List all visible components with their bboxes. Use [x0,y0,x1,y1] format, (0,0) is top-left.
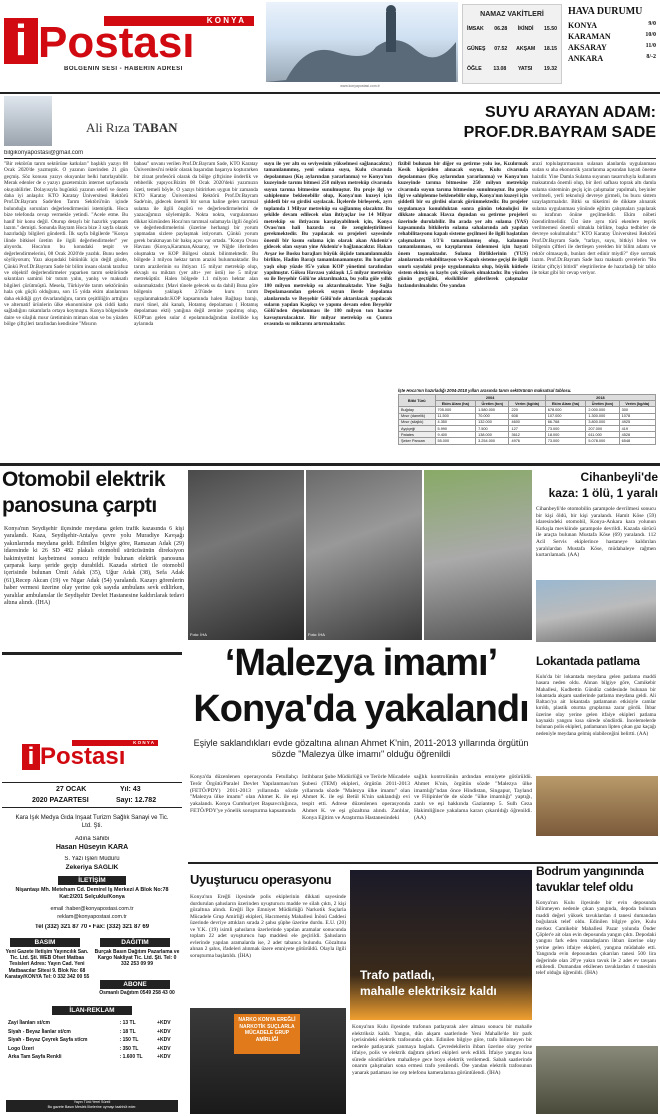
news2-title-2: kaza: 1 ölü, 1 yaralı [548,486,658,500]
kunye-editor: Zekeriya SAĞLIK [65,864,119,871]
table-cell: 9.400 [435,432,476,438]
weather-row [566,54,658,65]
lokanta-title: Lokantada patlama [536,654,640,668]
malezya-photo-2 [306,470,422,640]
table-cell: 300 [619,407,655,413]
table-subhead: Ekim Alanı (ha) [435,401,476,407]
lokanta-photo [536,776,658,836]
ilan-cell-v: : 18 TL [119,1028,136,1035]
prayer-times [462,4,562,84]
weather-row [566,32,658,43]
kunye-basim-header: BASIM [10,938,80,947]
logo-konya-band: K O N Y A [104,16,254,26]
bodrum-title-2: tavuklar telef oldu [536,880,633,894]
prayer-row [463,26,561,46]
ilan-cell-v: : 150 TL [119,1037,139,1044]
prayer-b-time: 18.15 [544,46,557,52]
table-caption: İşte Hoca'nın hazırladığı 2004-2018 yılları arasında tarım sektörünün maksatsal tablosu. [398,388,572,393]
bodrum-title-1: Bodrum yangınında [536,864,644,878]
bodrum-body: Konya'nın Kulu ilçesinde bir evin deposunda bilinmeyen nedenle çıkan yangında, depoda bulunan maddi değeri yüksek tavuklardan 4 tanesi dumandan boğularak telef oldu. Edinilen bilgiye göre, Kulu merkez Camikebir Mahallesi Pazar yolunda Önder Çöpler'e ait olan evin deposunda yangın çıktı. Depodaki yangını fark eden vatandaşların ihbarı üzerine olay yerine gelen itfaiye ekipleri, yangına müdahale etti. Yangında evin deposundan çıkarılan tanesi 500 lira değerinde olan 20'ye yakın tavuk ile 2 adet ev tavşanı etkilendi. Dumandan etkilenen tavuklardan 4 tanesinin telef olduğu öğrenildi. (İHA) [536,900,656,977]
weather-temp: 9/0 [648,21,656,27]
malezya-col-3: sağlık kontrolünün ardından emniyete götürüldü. Ahmet K'nin, örgütün sözde "Malezya ülke imamlığı"ndan önce Hindistan, Singapur, Tayland ve Filipinler'de de sözde "ülke imamlığı" yaptığı, zanlı ve eşi hakkında Gaziantep 5. Sulh Ceza Hakimliğince yakalama kararı çıkarıldığı öğrenildi. (AA) [414,774,532,821]
news2-body: Cihanbeyli'de otomobilin şarampole devrilmesi sonucu bir kişi öldü, bir kişi yaralandı. Hamit Köse (59) idaresindeki otomobil, Konya-Ankara kara yolunun Kırkışla mevkiinde şarampole devrildi. Kazada sürücü ile araçta bulunan Mustafa Köse (69) yaralandı. 112 Acil Servis ekiplerince hastaneye kaldırılan yaralılardan Mustafa Köse, müdahaleye rağmen kurtarılamadı. (AA) [536,506,656,559]
weather [566,4,658,84]
table-cell: Şeker Pancarı [399,438,436,444]
masthead-web[interactable]: www.konyapostasi.com.tr [340,84,380,88]
weather-row [566,43,658,54]
crash-photo-2 [536,580,656,642]
table-cell: 2.000.000 [586,407,619,413]
weather-title: HAVA DURUMU [568,6,643,17]
kunye-abone: Osmanlı Dağıtım 0549 258 43 00 [99,990,175,996]
narko-badge: NARKO KONYA EREĞLİ NARKOTİK SUÇLARLA MÜCADELE GRUP AMİRLİĞİ [234,1014,300,1054]
table-cell: 4528 [619,432,655,438]
prayer-b-time: 19.32 [543,66,557,72]
weather-city: KARAMAN [568,32,611,41]
kunye-footer-2: Bu gazete Basın Meslek İlkelerine uymayı taahhüt eder. [47,1105,137,1109]
kunye-owner-label: Adına Sahibi [74,836,110,842]
kunye-footer [6,1100,178,1112]
ilan-cell-k: Zayi İlanları st/cm [8,1020,50,1026]
malezya-title-1: ‘Malezya imamı’ [224,642,498,684]
news2-title-1: Cihanbeyli'de [580,470,658,484]
section-divider [0,463,660,466]
news1-title-1: Otomobil elektrik [2,468,166,491]
table-cell: 5.078.000 [586,438,619,444]
prayer-b-label: YATSI [517,66,533,72]
ilan-row [6,1054,178,1061]
column-title-1: SUYU ARAYAN ADAM: [485,104,656,121]
kunye-year: Yıl: 43 [120,786,141,793]
kunye-logo[interactable] [22,738,162,774]
table-cell: 4976 [509,438,545,444]
prayer-b-label: AKŞAM [516,46,536,52]
prayer-row [463,46,561,66]
table-cell: 3.254.000 [476,438,509,444]
table-cell: 1078 [619,413,655,419]
table-subhead: Ekim Alanı (ha) [545,401,586,407]
table-cell: 66.768 [545,419,586,425]
column-title-2: PROF.DR.BAYRAM SADE [463,124,656,141]
author-first: Ali Rıza [86,120,130,135]
table-cell: 3612 [509,432,545,438]
table-cell: 73.000 [545,438,586,444]
ilan-cell-t: +KDV [157,1028,171,1035]
table-head-2004: 2004 [435,395,545,401]
author-email[interactable]: bilgikonyapostasi@gmail.com [4,150,84,156]
kunye-tel: Tel (332) 321 87 70 • Fax: (332) 321 87 69 [34,924,150,930]
malezya-title-2: Konya'da yakalandı [193,688,529,730]
section-divider [2,652,182,655]
table-cell: Ayçiçeği [399,425,436,431]
news1-title-2: panosuna çarptı [2,494,157,517]
kunye-dagitim-header: DAĞITIM [100,938,170,947]
kunye-logo-text: Postası [40,744,126,770]
column-header [0,92,660,148]
table-cell: 705.000 [435,407,476,413]
news1-body: Konya'nın Seydişehir ilçesinde meydana gelen trafik kazasında 6 kişi yaralandı. Kaza, Seydişehir-Antalya çevre yolu Muradiye Kavşağı yakınlarında meydana geldi. Edinilen bilgiye göre, Ramazan Adak (29) idaresinde ki 26 SD 482 plakalı otomobil sürücüsünün direksiyon hakimiyetini kaybetmesi sonucu refüjde bulunan elektrik panosuna çarparak karşı şeride geçip durabildi. Kazada sürücü ile otomobil içerisinde bulunan Ümit Adak (35), Uğur Adak (38), Sefa Adak (61),Recep Akcan (19) ve Nigar Adak (54) yaralandı. Kazayı görenlerin haber vermesi üzerine olay yerine çok sayıda ambulans sevk edilirken, yaralılar ambulanslar ile Seydişehir Devlet Hastanesine kaldırılarak tedavi altına alındı. (İHA) [4,526,184,607]
table-cell: 5.990 [435,425,476,431]
table-cell: 11.500 [435,413,476,419]
weather-city: ANKARA [568,54,604,63]
table-cell: 6548 [619,438,655,444]
kunye-footer-1: Yayın Türü:Yerel Süreli [73,1100,111,1104]
column-col-4: fizibil bulunan bir diğer su getirme yolu ise, Kızılırmak Kesik köprüden alınacak suyun, Kulu civarında depolanması (Kış aylarından yararlanma) ve Konya'nın kuzeyinde tarıma bitmesine 250 milyon metreküp civarında suyun tarıma bitmesine sunulmuştur. Bu proje ilgi ve sahiplenme beklenebilir olup, Konya'nın kuzeyi için şiddetli bir su girdisi olarak görünmektedir. Bu projeler uygulamaya konulduktan sonra günün teknolojisi ile dikkate alınacak Havza dışından su getirme projeleri üzerinde durulabilir. Bu arada yer altı sulama (YAS) kapsamında bitkilerin sulama sahalarında adı yapılan rehabilitasyonu kapalı sisteme geçilmesi ile ilgili başlatılan çalışmaların 1/3'ü tamamlanmış olup, kalanının tamamlanması, su kayıplarının önlenmesi için hayati önem taşımaktadır. Sulama Birliklerinin (YUS) alanlarında rehabilitasyon ve Kapalı sisteme geçişi ile ilgili sınırlı sayıdaki proje uygulanmakta olup, büyük kütlede sistem ekimiş su kaybı çok yüksek olmaktadır. Bu yüzden günün geçtiğini, eksiklikler giderilerek çalışmalar hızlandırılmalıdır. Öte yandan [398,161,528,289]
kunye-dagitim: Burçak Basın Dağıtım Pazarlama ve Kargo Nakliyat Tic. Ltd. Şti. Tel: 0 332 253 09 99 [94,949,180,968]
table-cell: Patates [399,432,436,438]
logo-slogan: BÖLGENİN SESİ - HABERİN ADRESİ [64,66,183,72]
kunye-email-2[interactable]: reklam@konyapostasi.com.tr [57,914,127,920]
ilan-cell-k: Siyah - Beyaz İlanlar st/cm [8,1028,71,1035]
kunye-email[interactable]: email :haber@konyapostasi.com.tr [50,906,134,912]
kunye-ilan-header: İLAN-REKLAM [52,1006,132,1015]
photo-credit-1: Foto: İHA [190,632,207,637]
ilan-cell-v: : 13 TL [119,1020,136,1026]
prayer-b-label: İKİNDİ [517,26,534,32]
table-cell: 419 [619,425,655,431]
table-cell: 127 [509,425,545,431]
ilan-cell-t: +KDV [157,1045,171,1052]
malezya-col-1: Konya'da düzenlenen operasyonda Fetullahçı Terör Örgütü/Paralel Devlet Yapılanması'nın (FETÖ/PDY) 2011-2013 yıllarında sözde "Malezya ülke imamı" olan Ahmet K. ile eşi yakalandı. Konya Cumhuriyet Başsavcılığınca, FETÖ/PDY'ye yönelik soruşturma kapsamında [190,774,298,814]
table-cell: 55.000 [435,438,476,444]
uyusturucu-title: Uyuşturucu operasyonu [190,872,332,887]
column-col-3: suyu ile yer altı su seviyesinin yükselmesi sağlanacaktır.) tamamlanınmış, yeni sulama suyu, Kulu civarında depolanması (Kış aylarından yararlanma) ve Konya'nın kuzeyinde tarımı bitmesi 250 milyon metreküp civarında suyun tarıma bitmesine sunulmuştur. Bu proje ilgi ve sahiplenme beklenebilir olup, Konya'nın kuzeyi için şiddetli bir su girdisi sayılacak. İlçelerde birleşerek, ayrı toplamda 1 Milyar metreküp su sağlanmış olacaktır. Bu şekilde devam edilecek olan ihtiyaçlar ise 14 Milyar metreküp su ihtiyacını karşılayabilmek için, Konya Ovası'nın hali hazırda su ile zenginleştirilmesi gerekmektedir. Bu yapılacak su projeleri sayesinde önemli bir kısmı sulama için olarak akan Akdeniz'e gidecek olan suyun yine Akdeniz'e bağlanacaktır. Hakan Avşar ise Bosku barajları büyük ölçüde tamamlanmakla birlikte, Hadim Barajı tamamlanamamıştır. Bu barajlar yaşlı olup yüzde 85'e yakın KOP yönetimi tarafından yapılmıştır. Göksu Havzası yaklaşık 1,5 milyar metreküp su ile Beyşehir Gölü'ne aktarılmakta, bu yolla göle yıllık 180 milyon metreküp su aktarılmaktadır. Yine Suğla Depolamasından gelecek suyun ilerde depolama alanlarında ve Beyşehir Gölü'nde aktarılacak yapılacak suların yapılan Kaşıkçı ve yapımı devam eden Beyşehir Gölü'nden depolanması ile 180 milyon ton hacme kavuşturulacaktır. Bir milyar metreküp su Çumra ovasında su miktarını artırmaktadır. [264,161,392,328]
table-cell: 1.300.000 [586,413,619,419]
weather-city: KONYA [568,21,598,30]
kunye-abone-header: ABONE [100,980,170,989]
ilan-row [6,1037,178,1044]
trafo-body: Konya'nın Kulu ilçesinde trafonun patlayarak alev alması sonucu bir mahalle elektriksiz kaldı. Yangın, dün akşam saatlerinde Yeni Mahalle'de bir park içerisindeki elektrik trafosunda çıktı. Edinilen bilgiye göre, trafo bilinmeyen bir nedenle patlayarak yanmaya başladı. Çevredekilerin ihbarı üzerine olay yerine itfaiye, polis ve elektrik dağıtım şirketi ekipleri sevk edildi. İtfaiye yangını kısa sürede söndürürken mahalleye gece boyu elektrik verilemedi. Sabah saatlerinde onarım çalışmaları sona ermesi trafo yenilendi. Öte yandan elektrik trafosunun yanarak patlaması ise cep telefonu kameralarına görüntülendi. (İHA) [352,1024,532,1076]
masthead-image [266,2,458,82]
kunye-basim: Yeni Gazete İletişim Yayıncılık San. Tic. Ltd. Şti. WEB Ofset Matbaa Tesisleri Adres: Yayın Cad. Yeni Matbaacılar Sitesi 9. Blok No: 68 Karatay/KONYA Tel: 0 332 342 00 55 [4,949,90,980]
table-cell: 3.800.000 [586,419,619,425]
kunye-day: 2020 PAZARTESİ [32,797,89,804]
prayer-b-time: 15.50 [544,26,557,32]
kunye-company: Kara Işık Medya Gıda İnşaat Turizm Sağlık Sanayi ve Tic. Ltd. Şti. [15,815,169,829]
trafo-title-2: mahalle elektriksiz kaldı [360,984,497,998]
table-cell: 207.000 [586,425,619,431]
prayer-a-label: GÜNEŞ [467,46,486,52]
table-cell: Mısır (silajlık) [399,419,436,425]
trafo-photo [350,870,532,1020]
kunye-ilan-table [4,1018,180,1078]
uyusturucu-body: Konya'nın Ereğli ilçesinde polis ekiplerinin dikkati sayesinde durdurulan şahısların üzerinden uyuşturucu madde ve silah çıktı, 2 kişi gözaltına alındı. Ereğli İlçe Emniyet Müdürlüğü Narkotik Suçlarla Mücadele Grup Amirliği ekipleri, Hacımemiş Mahallesi İnönü Caddesi üzerinde devriye attıkları sırada 2 şahsı şüphe üzerine durdu. E.U. (20) ve Y.K. (19) isimli şahısların üzerlerinde yapılan aramalar sonucunda toplam 22 adet uyuşturucu hap maddesi ele geçirildi. Şahısların evlerinde yapılan aramalarda ise, 2 adet tabanca bulundu. Gözaltına alınan 2 şahıs, ifadeleri alınmak üzere emniyete götürüldü. Olayla ilgili soruşturma başlatıldı. (İHA) [190,894,346,959]
photo-credit-2: Foto: İHA [308,632,325,637]
trafo-title-1: Trafo patladı, [360,968,435,982]
table-subhead: Verim (kg/da) [619,401,655,407]
table-subhead: Üretim (ton) [586,401,619,407]
table-cell: 7.500 [476,425,509,431]
table-row [399,438,656,444]
kunye-issue: Sayı: 12.782 [116,797,157,804]
weather-temp: 10/0 [645,32,656,38]
prayer-times-title: NAMAZ VAKİTLERİ [480,11,544,18]
prayer-a-time: 06.28 [494,26,508,32]
ilan-cell-k: Siyah - Beyaz Çeyrek Sayfa st/cm [8,1037,88,1044]
logo-text: Postası [38,20,195,67]
table-subhead: Verim (kg/da) [509,401,545,407]
kunye-address: Nişantaşı Mh. Meteham Cd. Demirel İş Merkezi A Blok No:78 Kat:2/201 Selçuklu/Konya [15,887,169,900]
kunye-konya-band: K O N Y A [72,740,158,746]
kunye-owner: Hasan Hüseyin KARA [55,844,129,851]
ilan-cell-k: Logo Üzeri [8,1045,34,1052]
author-last: TABAN [132,120,178,135]
table-cell: Buğday [399,407,436,413]
table-cell: 4600 [509,419,545,425]
ilan-row [6,1029,178,1036]
ilan-row [6,1046,178,1053]
table-head-2018: 2018 [545,395,655,401]
ilan-cell-t: +KDV [157,1054,171,1061]
column-col-5: arazi toplulaştırmasının sulanan alanlarda uygulanması sudan sı aha ekonomik yararlanma açısından hayati öneme haizdir. Yine Damla Sulama suyunun tasarrufuyla kullanım maksatında önemli olup, bir ileri safhası toprak altı damla sulama sisteminin geçiş için çalışmalar yapılmalı, beyinler verilmeli, yerli teknoloji devreye girmeli, bu bucu sistem uzaylaştırmalıdır. Bitki su tüketimi de dikkate alınarak sulama uygulanması yönünde eğitim çalışmaları yapılarak su israfının önüne geçilmelidir. Ekim nöbeti özendirilmelidir. Üst üste aynı türü ekenlere teşvik verilmemesi önemli olmakla birlikte, başka tedbirler de devreye sokulmalıdır." KTO Karatay Üniversitesi Rektörü Prof.Dr.Bayram Sade, "tarlayı, suyu, bitkiyi bilen ve bölgenin çiftleri ile dertleşen yerelden bir bilim adamı ve rektör olmasaydı, bunları dert edinir miydi?" diye sormak lazım. Prof.Dr.Bayram Sade bazı maksatlı çevrelerin "Bu iktidar çiftçiyi bitirdi" eleştirilerine de hazırladığı bir tablo ile tokat gibi bir cevap veriyor. [532,161,656,276]
table-subhead: Üretim (ton) [476,401,509,407]
table-cell: 608 [509,413,545,419]
crash-photo [424,470,532,640]
ilan-row [6,1020,178,1027]
data-table [398,388,656,458]
masthead [0,0,660,88]
column-col-1: "Bir rektörün tarım sektörüne katkıları" başlıklı yazıyı 08 Ocak 2020'de yazmıştık. O yazının üzerinden 21 gün geçmiş. Söz konusu yazıyı okuyanlar belki hatırlayabilir. Merak edenler de o yazıyı gazetemizin internet sayfasında okuyabilirler. Dolayısıyla bugünkü yazının selefi ve önem daha iyi anlaşılır. KTO Karatay Üniversitesi Rektörü Prof.Dr.Bayram Sade'den Tarım Sektörü'nün içinde bulunduğu sorunları değerlendirmesini istemiştik. Hoca bize telefonda cevap vermekle yetindi. "Acele etme. Bu hanif bir konu değil. Oturup detaylı bir hazırlık yapmam lazım." demişti. Sonunda Bayram Hoca bize 3 sayfa olarak hazırladığı bilgileri gönderdi. İlk sayfa bilgilerde "Konya ilinde bitkisel üretim ile ilgili değerlendirmeler" yer alıyordu. Hoca'nın bu konudaki tespit ve değerlendirmelerini, 08 Ocak 2020'de yazdık. Bunu neden söylüyorum; Yazı akışındaki bütünlük için değil gözde, Çünkü Prof.Dr.Bayram Sade bir bilim insanı olarak tarafsız ve objektif değerlendirmeler yaparken tarım sektöründe sıkıntıları samimi bir tutum yalın, yanlış ve maksatlı bilgileri çürütmüştü. Mesela, Türkiye'de tarım sektörünün hala çok güçlü olduğunu, son 15 yılda ekim alanlarının daha ekildiği gıyt dıvarlandığını, tarım çeşitliliğin arttığını ve alternatif ürünlerin ülke ekonomisine çok ciddi katkı sağladığını rakamlarla ortaya koymuştu. Konya bölgesinde daire ve silajlık mısır üretiminin miman olan ve bu yüzden bölge çiftçileri tarafından kendisine "Mısırın [4,161,128,328]
column-divider [4,158,656,159]
table-cell: 70.000 [476,413,509,419]
ilan-cell-v: : 350 TL [119,1045,139,1052]
bodrum-photo [536,1046,658,1114]
table-cell: 220 [509,407,545,413]
logo-block[interactable] [4,8,262,72]
malezya-photo-1 [188,470,304,640]
kunye-date-box [2,782,182,808]
table-cell: 678.000 [545,407,586,413]
malezya-col-2: İstihbarat Şube Müdürlüğü ve Terörle Mücadele Şubesi (TEM) ekipleri, örgütün 2011-2013 yıllarında sözde "Malezya ülke imamı" olan Ahmet K. ile eşi Betül K'nin saklandığı evi tespit etti. Adrese düzenlenen operasyonda Ahmet K. ve eşi gözaltına alındı. Zanlılar, Konya Eğitim ve Araştırma Hastanesindeki [302,774,410,821]
prayer-a-time: 07.52 [494,46,508,52]
table-cell: 18.000 [545,432,586,438]
table-cell: Mısır (danelik) [399,413,436,419]
weather-temp: 11/0 [645,43,656,49]
table-cell: 138.000 [476,432,509,438]
table-cell: 4.350 [435,419,476,425]
kunye-iletisim-header: İLETİŞİM [58,876,126,885]
table-cell: 73.000 [545,425,586,431]
author-photo [4,96,52,146]
table-cell: 611.000 [586,432,619,438]
prayer-a-label: İMSAK [467,26,484,32]
kunye-editor-label: S. Yazı İşleri Müdürü [64,856,120,862]
weather-row [566,21,658,32]
ilan-cell-k: Arka Tam Sayfa Renkli [8,1054,62,1061]
table-cell: 1.580.000 [476,407,509,413]
prayer-a-label: ÖĞLE [467,66,482,72]
ilan-cell-t: +KDV [157,1037,171,1044]
tarim-table [398,394,656,445]
kunye-date: 27 OCAK [56,786,87,793]
logo-i-letter: i [4,18,38,64]
weather-temp: 8/-2 [646,54,656,60]
kunye [2,652,182,1115]
kunye-logo-i: i [22,744,40,770]
table-head-crop: Bitki Türü [399,395,436,407]
malezya-subtitle: Eşiyle saklandıkları evde gözaltına alınan Ahmet K'nin, 2011-2013 yıllarında örgütün sözde "Malezya ülke imamı" olduğu öğrenildi [193,738,529,759]
weather-city: AKSARAY [568,43,607,52]
table-cell: 107.000 [545,413,586,419]
prayer-row [463,66,561,84]
lokanta-body: Kulu'da bir lokantada meydana gelen patlama maddi hasara neden oldu. Alınan bilgiye göre, Camikebir Mahallesi, Kudbettin Gündüz caddesinde bulunan bir lokantada akşam saatlerinde patlama meydana geldi. Ali Baltacı'ya ait lokantada patlamanın etkisiyle camlar kırıldı, plastik oturma gruplarına zarar gördü. İhbar üzerine olay yerine gelen itfaiye ekipleri patlama kaynaklı yangını kısa sürede söndürdü. İncelemelerde bulunan polis ekipleri, patlamanın lipten çıkan gaz kaçağı nedeniyle meydana gelmiş olabileceğini belirtti. (AA) [536,674,656,737]
ilan-cell-v: : 1.600 TL [119,1054,143,1061]
ilan-cell-t: +KDV [157,1020,171,1026]
mevlana-silhouette-icon [266,2,458,82]
prayer-a-time: 13.08 [493,66,507,72]
author-name [86,120,206,136]
table-cell: 4925 [619,419,655,425]
table-cell: 132.000 [476,419,509,425]
uyusturucu-photo [190,1008,346,1114]
column-col-2: babası" unvanı verilen Prof.Dr.Bayram Sade, KTO Karatay Üniversitesi'ni rektör olarak başarıdan başarıya koşturarken bir ziraat profesörü olarak da bölge çiftçisine önderlik ve rehberlik yapıyor.Bizim 08 Ocak 2020'deki yazımızın özeti, temeli böyle. O yazıyı bitirirken uygun bir zamanda KTO Karatay Üniversitesi Rektörü Prof.Dr.Bayram Sade'nin, gidecek önemli bir sorun haline gelen tarımsal sulama ile ilgili öngörü ve değerlendirmelerini de yazacağımızı söylemiştik. Nokta nokta, vurgulanması dikkat kürsünden Hoca'nın tarımsal sulamayla ilgili öngörü ve değerlendirmelerini (üzerine herhangi bir yorum yapmadan sizlere paylaşmak istiyorum. Çünkü yorum gerek bırakmayan bir bakış açısı var ortada. "Konya Ovası Havzası (Konya,Karaman,Aksaray, ve Niğde illerinden oluşmakta ve KOP Bölgesi olarak bilinmektedir. Bu bölgede 3 milyon hektar tarım arazisi bulunmaktadır. Bu tarım arazilerinin su ihtiyacı 15 milyar metreküp olup, ekvaşlı su miktarı (yer altı+ yer üstü) ise 5 milyar metreküptür. Halen bölgede 1.1 milyon hektar alan sulanmaktadır. (Mavi tünele gelecek su da dahil) Buna göre bölgenin yaklaşık 2/3'ünde kuru tarım uygulanmaktadır.KOP kapsamında halen Bağbaşı barajı, mavi tünel, ahi kanalı, Hotamış depolaması ( Hotamış depolaması ekti) yatığına değil zemine yapılmış olup, KOP'tan gelen sular 4 epolamındağından özellikle kış aylarında [134,161,258,328]
